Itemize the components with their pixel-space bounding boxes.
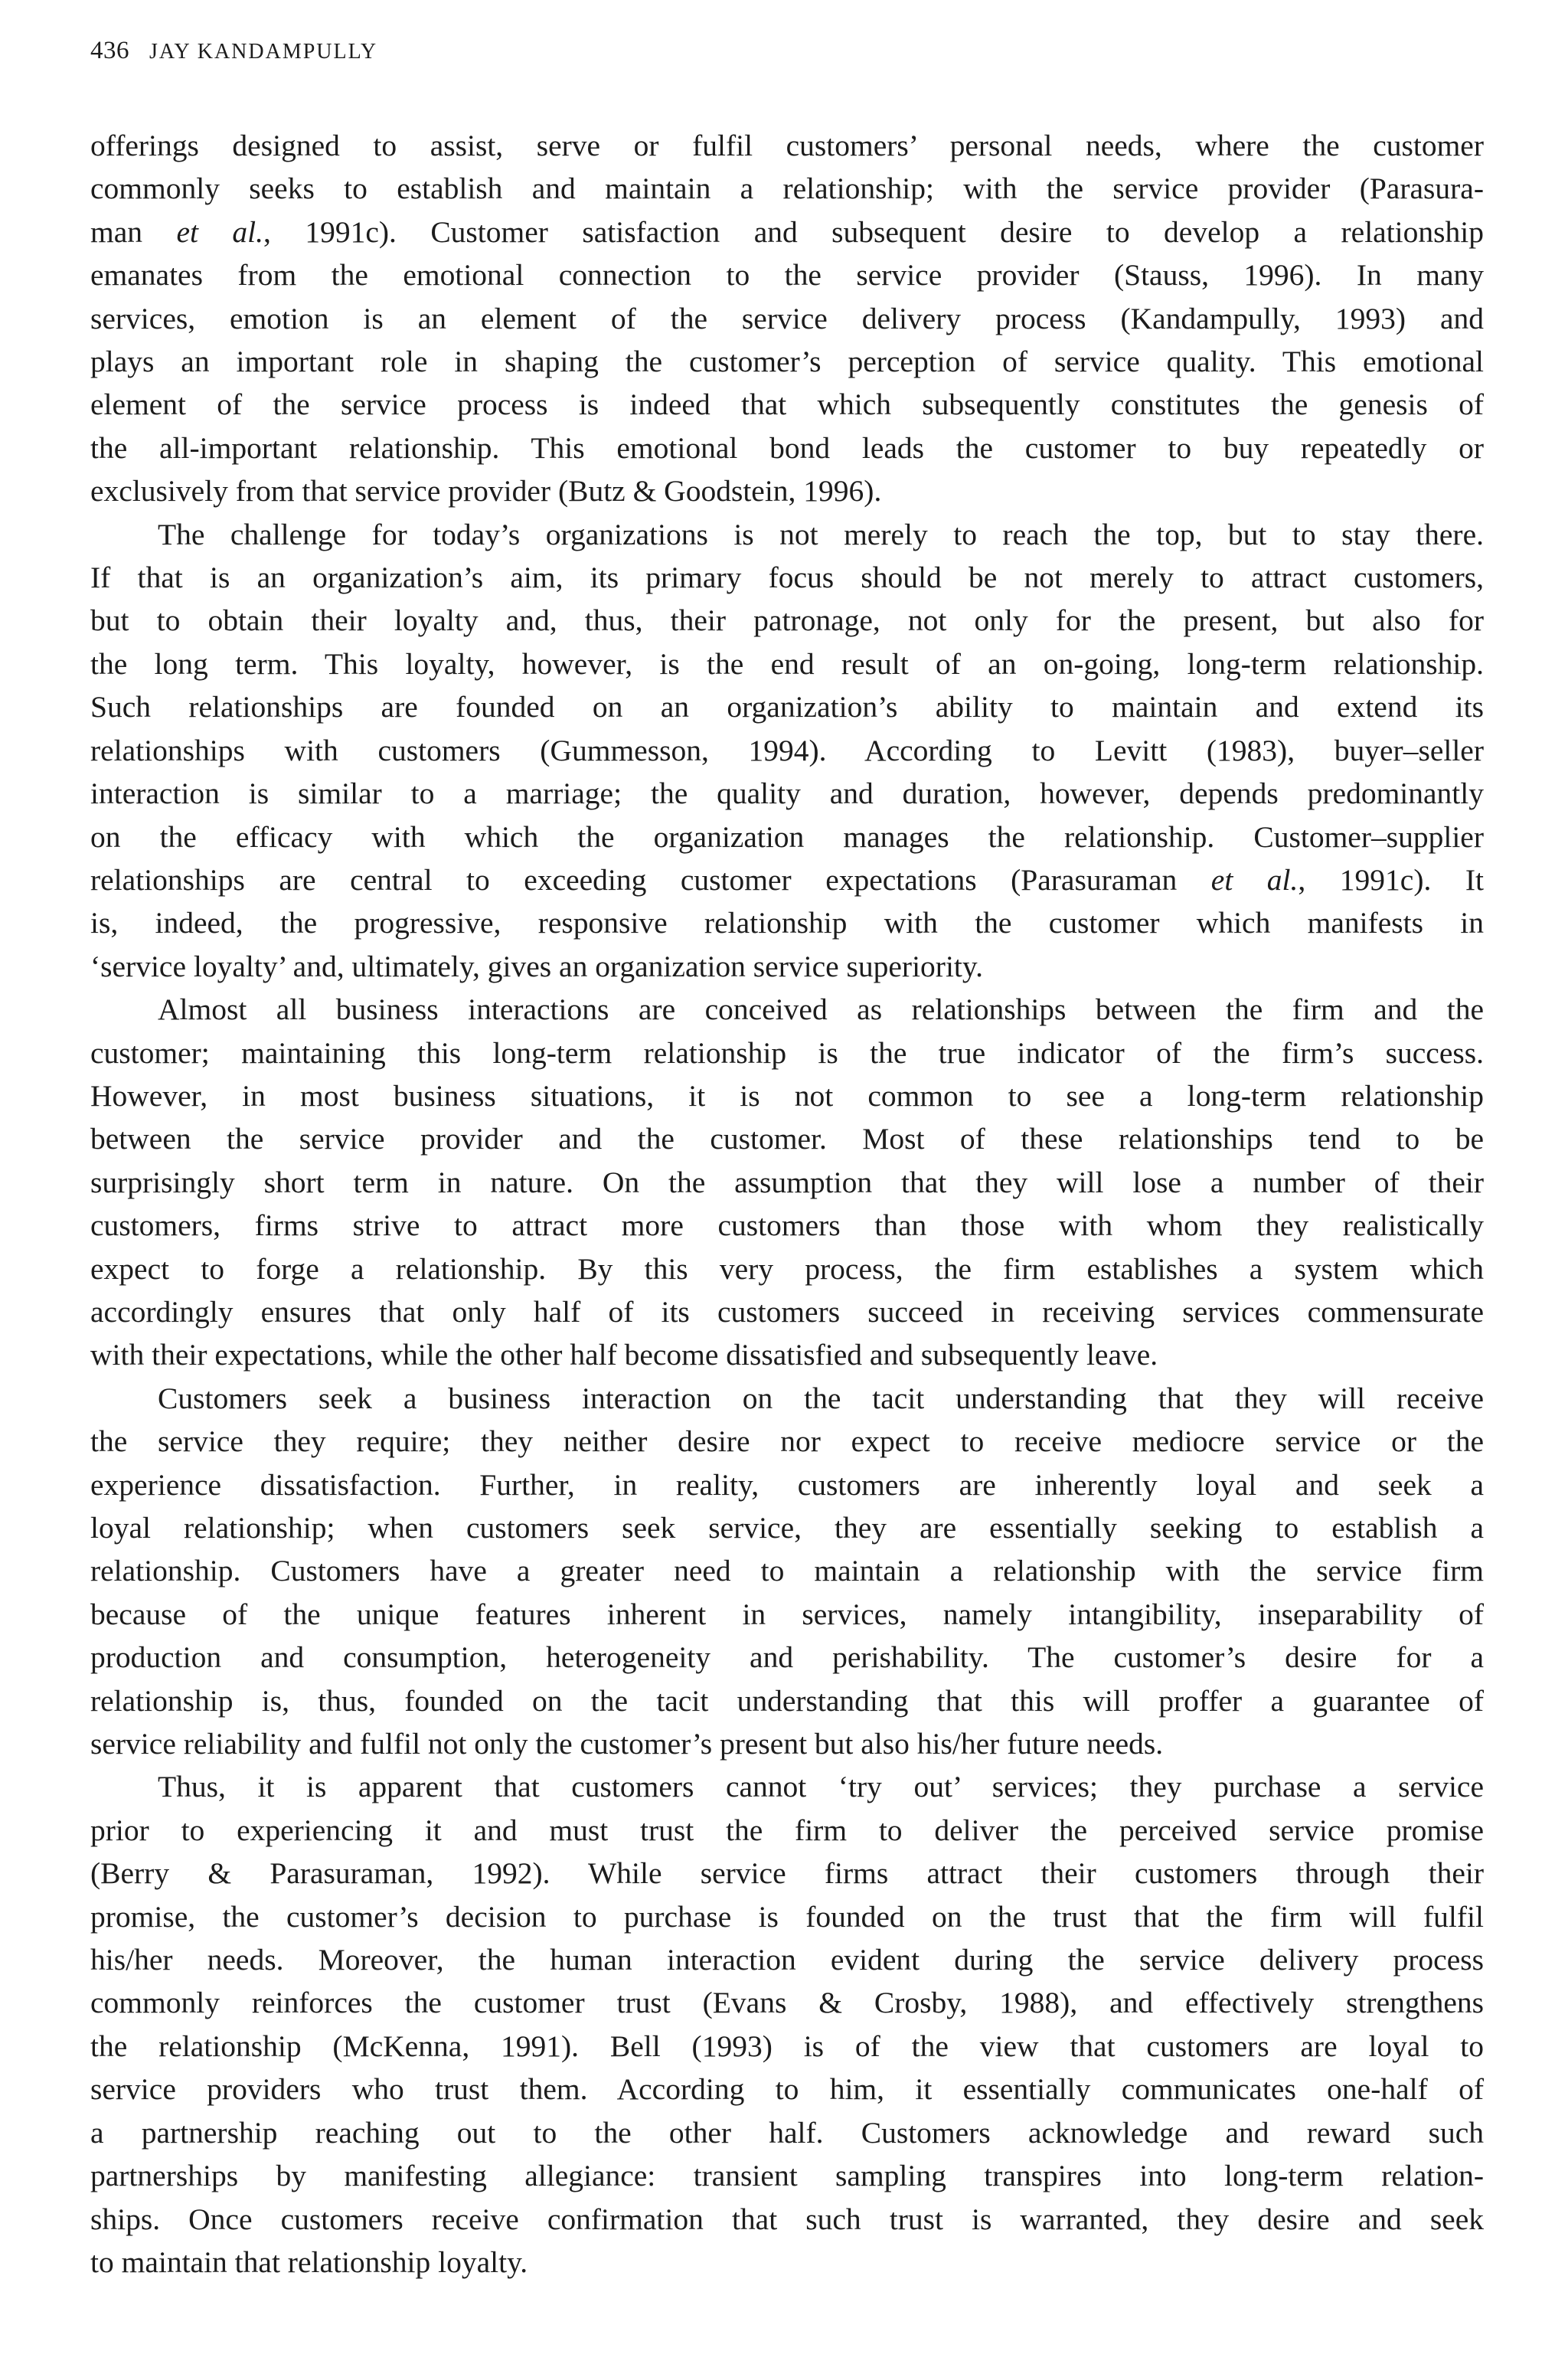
text-line: between the service provider and the customer. Most of these relationships tend to be	[90, 1122, 1484, 1156]
text-line: element of the service process is indeed that which subsequently constitutes the genesis of	[90, 387, 1484, 422]
paragraph-2	[90, 513, 1484, 988]
text-line: plays an important role in shaping the customer’s perception of service quality. This emotional	[90, 345, 1484, 379]
text-line: commonly reinforces the customer trust (Evans & Crosby, 1988), and effectively strengthens	[90, 1986, 1484, 2020]
italic-et-al: et al.	[1210, 862, 1298, 897]
text-line: on the efficacy with which the organization manages the relationship. Customer–supplier	[90, 819, 1484, 854]
page	[90, 35, 1484, 2284]
text-line: relationship. Customers have a greater need to maintain a relationship with the service firm	[90, 1554, 1484, 1588]
text-line: with their expectations, while the other half become dissatisfied and subsequently leave.	[90, 1338, 1158, 1372]
text-line: service providers who trust them. According to him, it essentially communicates one-half of	[90, 2072, 1484, 2107]
text-line: Almost all business interactions are conceived as relationships between the firm and the	[158, 992, 1484, 1027]
text-line: ‘service loyalty’ and, ultimately, gives an organization service superiority.	[90, 949, 983, 983]
text-line: customers, firms strive to attract more customers than those with whom they realistically	[90, 1208, 1484, 1243]
text-line: commonly seeks to establish and maintain a relationship; with the service provider (Parasura-	[90, 172, 1484, 206]
text-line: services, emotion is an element of the service delivery process (Kandampully, 1993) and	[90, 301, 1484, 335]
text-line: Thus, it is apparent that customers cannot ‘try out’ services; they purchase a service	[158, 1770, 1484, 1804]
text-line: a partnership reaching out to the other half. Customers acknowledge and reward such	[90, 2115, 1484, 2150]
running-head	[90, 35, 1484, 66]
paragraph-3	[90, 988, 1484, 1377]
italic-et-al: et al.	[176, 214, 263, 249]
text-line: the long term. This loyalty, however, is the end result of an on-going, long-term relationship.	[90, 646, 1484, 681]
text-line: ships. Once customers receive confirmation that such trust is warranted, they desire and seek	[90, 2202, 1484, 2236]
text-line: offerings designed to assist, serve or fulfil customers’ personal needs, where the customer	[90, 129, 1484, 162]
text-line: Customers seek a business interaction on the tacit understanding that they will receive	[158, 1381, 1484, 1415]
text-line: accordingly ensures that only half of its customers succeed in receiving services commensurate	[90, 1294, 1484, 1329]
text-line: The challenge for today’s organizations is not merely to reach the top, but to stay there.	[158, 517, 1484, 551]
text-line: partnerships by manifesting allegiance: transient sampling transpires into long-term relation-	[90, 2159, 1484, 2193]
text-line: exclusively from that service provider (Butz & Goodstein, 1996).	[90, 474, 882, 508]
text-line: man et al., 1991c). Customer satisfaction and subsequent desire to develop a relationship	[90, 214, 1484, 249]
paragraph-5	[90, 1765, 1484, 2284]
text-line: prior to experiencing it and must trust the firm to deliver the perceived service promise	[90, 1813, 1484, 1847]
text-line: If that is an organization’s aim, its primary focus should be not merely to attract customers,	[90, 561, 1484, 595]
text-line: customer; maintaining this long-term relationship is the true indicator of the firm’s success.	[90, 1035, 1484, 1070]
text-line: relationships with customers (Gummesson, 1994). According to Levitt (1983), buyer–seller	[90, 733, 1484, 767]
text-line: loyal relationship; when customers seek service, they are essentially seeking to establish a	[90, 1511, 1484, 1545]
paragraph-1	[90, 124, 1484, 513]
text-line: interaction is similar to a marriage; the quality and duration, however, depends predominantly	[90, 777, 1484, 811]
text-line: relationship is, thus, founded on the tacit understanding that this will proffer a guarantee of	[90, 1683, 1484, 1718]
text-line: experience dissatisfaction. Further, in reality, customers are inherently loyal and seek a	[90, 1467, 1484, 1502]
text-line: emanates from the emotional connection to the service provider (Stauss, 1996). In many	[90, 258, 1484, 293]
text-line: (Berry & Parasuraman, 1992). While service firms attract their customers through their	[90, 1856, 1484, 1891]
text-line: to maintain that relationship loyalty.	[90, 2245, 528, 2279]
paragraph-4	[90, 1377, 1484, 1766]
body-text	[90, 124, 1484, 2284]
text-line: promise, the customer’s decision to purchase is founded on the trust that the firm will fulfil	[90, 1899, 1484, 1934]
running-head-author: JAY KANDAMPULLY	[149, 40, 378, 64]
text-line: Such relationships are founded on an organization’s ability to maintain and extend its	[90, 690, 1484, 724]
text-line: the all-important relationship. This emotional bond leads the customer to buy repeatedly or	[90, 430, 1484, 465]
text-line: service reliability and fulfil not only the customer’s present but also his/her future needs.	[90, 1727, 1164, 1761]
text-line: is, indeed, the progressive, responsive relationship with the customer which manifests in	[90, 906, 1484, 940]
text-line: the service they require; they neither desire nor expect to receive mediocre service or the	[90, 1424, 1484, 1459]
text-line: his/her needs. Moreover, the human interaction evident during the service delivery process	[90, 1943, 1484, 1977]
text-line: the relationship (McKenna, 1991). Bell (1993) is of the view that customers are loyal to	[90, 2029, 1484, 2063]
text-line: surprisingly short term in nature. On the assumption that they will lose a number of their	[90, 1165, 1484, 1199]
text-line: expect to forge a relationship. By this very process, the firm establishes a system which	[90, 1251, 1484, 1286]
text-line: but to obtain their loyalty and, thus, their patronage, not only for the present, but also for	[90, 603, 1484, 638]
text-line: production and consumption, heterogeneity and perishability. The customer’s desire for a	[90, 1640, 1484, 1675]
text-line: because of the unique features inherent in services, namely intangibility, inseparability of	[90, 1597, 1484, 1631]
page-number: 436	[90, 37, 129, 64]
text-line: relationships are central to exceeding customer expectations (Parasuraman et al., 1991c). It	[90, 862, 1485, 897]
text-line: However, in most business situations, it is not common to see a long-term relationship	[90, 1078, 1484, 1113]
